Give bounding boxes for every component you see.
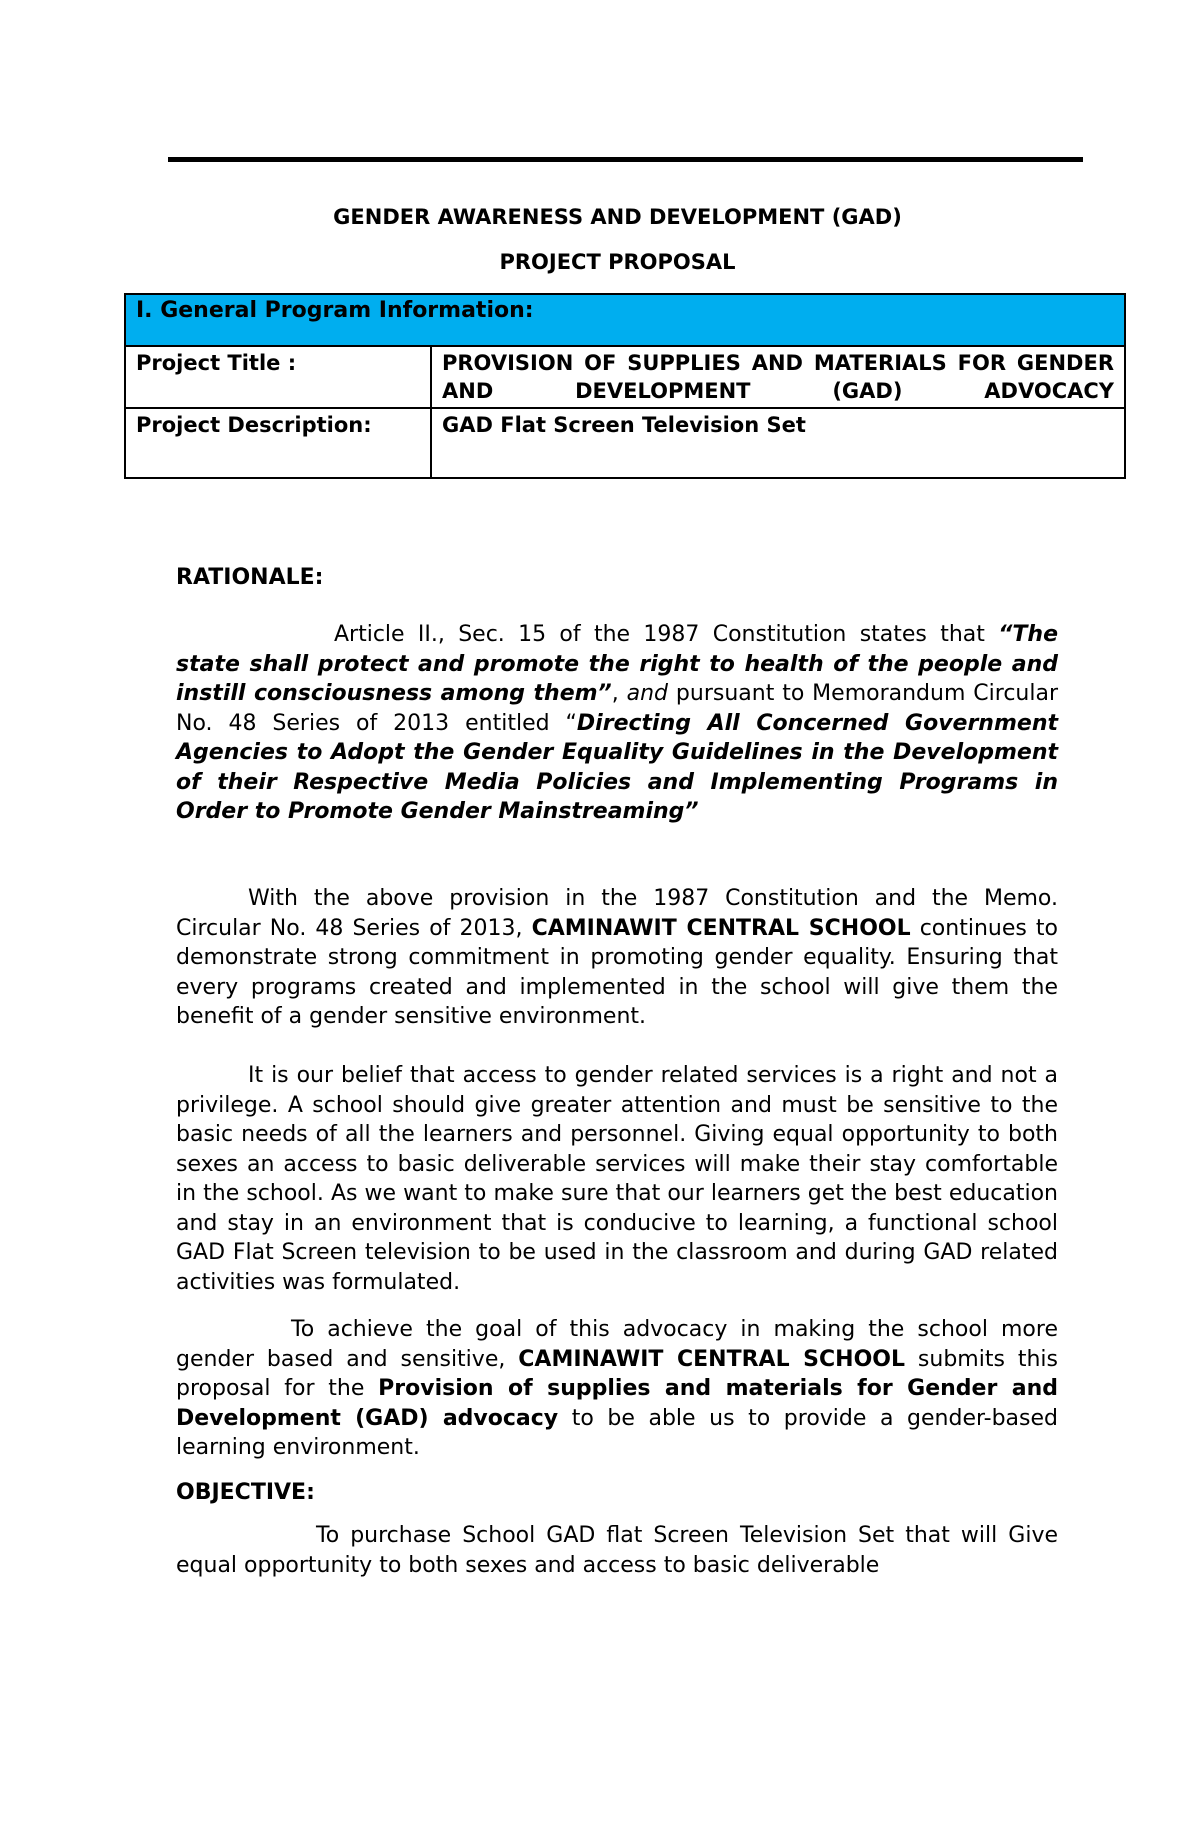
table-row	[125, 408, 1125, 478]
p4-text-a: To achieve the goal of this advocacy in making the school more gender based and sensitive,	[176, 1317, 1058, 1372]
p2-school-name: CAMINAWIT CENTRAL SCHOOL	[531, 915, 911, 941]
table-header-row	[125, 294, 1125, 346]
document-title: GENDER AWARENESS AND DEVELOPMENT (GAD)	[333, 205, 902, 229]
general-info-table	[124, 293, 1126, 479]
p1-circular-title: Directing All Concerned Government Agencies to Adopt the Gender Equality Guidelines in the Development of their Respective Media Policies and Implementing Programs in Order to Promote Gender Mainstreaming”	[176, 710, 1058, 824]
p2-text-c: continues to demonstrate strong commitment in promoting gender equality. Ensuring that every programs created and implemented in the school will give them the benefit of a gender sensitive environment.	[176, 915, 1058, 1029]
rationale-paragraph-3	[176, 1061, 1058, 1297]
p2-text-a: With the above provision in the 1987 Constitution and the Memo. Circular No. 48 Series of 2013,	[176, 886, 1058, 941]
p1-constitution-quote: “The state shall protect and promote the right to health of the people and instill consciousness among them”	[176, 622, 1058, 706]
rationale-paragraph-2	[176, 884, 1058, 1032]
table-row	[125, 346, 1125, 408]
rationale-heading: RATIONALE:	[176, 565, 324, 590]
objective-text: To purchase School GAD flat Screen Television Set that will Give equal opportunity to both sexes and access to basic deliverable	[176, 1523, 1058, 1578]
objective-heading: OBJECTIVE:	[176, 1480, 315, 1505]
project-description-value: GAD Flat Screen Television Set	[431, 408, 1125, 478]
p4-school-name: CAMINAWIT CENTRAL SCHOOL	[518, 1346, 905, 1372]
document-subtitle: PROJECT PROPOSAL	[499, 250, 736, 274]
p3-text: It is our belief that access to gender related services is a right and not a privilege. A school should give greater attention and must be sensitive to the basic needs of all the learners and personnel. Giving equal opportunity to both sexes an access to basic deliverable services will make their stay comfortable in the school. As we want to make sure that our learners get the best education and stay in an environment that is conducive to learning, a functional school GAD Flat Screen television to be used in the classroom and during GAD related activities was formulated.	[176, 1063, 1058, 1295]
project-title-value: PROVISION OF SUPPLIES AND MATERIALS FOR GENDER AND DEVELOPMENT (GAD) ADVOCACY	[431, 346, 1125, 408]
p1-text-c: ,	[611, 681, 627, 706]
top-rule	[168, 157, 1083, 162]
p1-text-e: pursuant to Memorandum Circular No. 48 Series of 2013 entitled “	[176, 681, 1058, 736]
project-description-label: Project Description:	[125, 408, 431, 478]
project-title-label: Project Title :	[125, 346, 431, 408]
p1-text-d: and	[626, 681, 676, 706]
p1-text-a: Article II., Sec. 15 of the 1987 Constitution states that	[334, 622, 999, 647]
p4-provision-title: Provision of supplies and materials for Gender and Development (GAD) advocacy	[176, 1376, 1058, 1431]
rationale-paragraph-1	[176, 620, 1058, 827]
p4-text-c: submits this proposal for the	[176, 1346, 1058, 1401]
objective-paragraph	[176, 1521, 1058, 1580]
rationale-paragraph-4	[176, 1315, 1058, 1463]
p4-text-e: to be able us to provide a gender-based learning environment.	[176, 1405, 1058, 1460]
section-heading: I. General Program Information:	[125, 294, 1125, 346]
